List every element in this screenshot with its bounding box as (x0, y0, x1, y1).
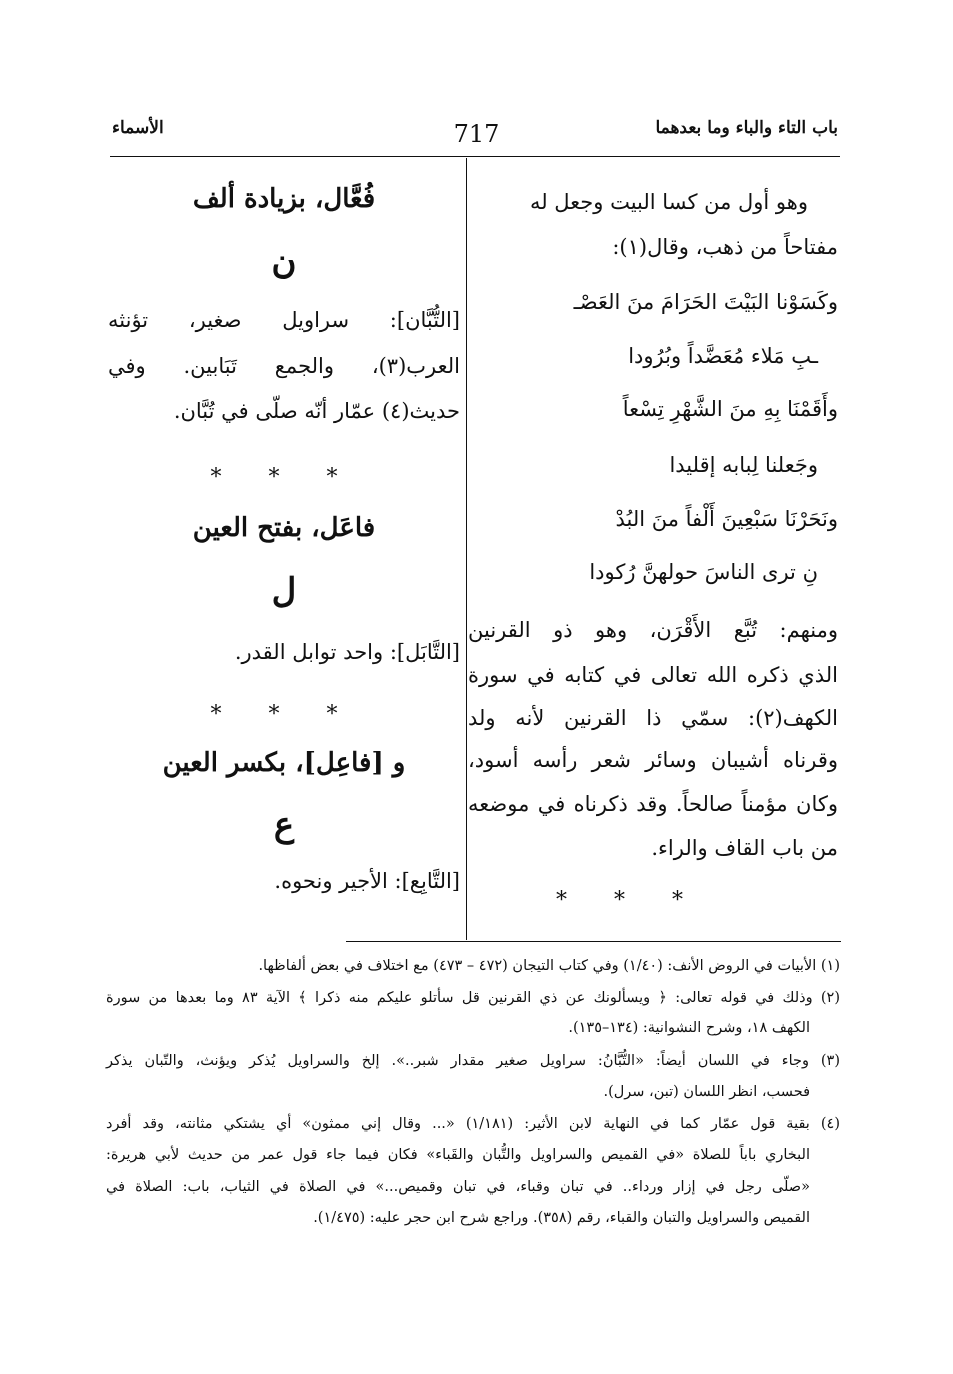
right-line-14: من باب القاف والراء. (651, 836, 838, 860)
header-rule (110, 156, 840, 157)
footnote-4-line-4: القميص والسراويل والتبان والقباء، رقم (٣٥٨). وراجع شرح ابن حجر عليه: (١/٤٧٥). (313, 1210, 810, 1226)
verse-line-2: ـبِ مَلاء مُعَضَّداً وبُرُودا (628, 344, 818, 368)
verse-line-1: وكَسَوْنا البَيْتَ الحَرَامَ منَ العَصْـ (573, 290, 838, 314)
root-letter-nun: ن (271, 242, 297, 282)
section-separator-2: * * * (210, 702, 358, 727)
section-separator-right: * * * (556, 888, 703, 913)
footnote-rule (346, 941, 841, 942)
footnote-2-line-2: الكهف ١٨، وشرح النشوانية: (١٣٤–١٣٥). (568, 1020, 810, 1036)
running-head-chapter: باب التاء والباء وما بعدهما (655, 118, 838, 138)
pattern-heading-faal: فاعَل، بفتح العين (192, 513, 376, 543)
entry-tubban-line-1: [التُّبَّان]: سراويل صغير، تؤنثه (108, 308, 460, 332)
right-line-12: وقرناه أشيبان وسائر شعر رأسه أسود، (468, 748, 838, 772)
entry-tabi: [التَّابِع]: الأجير ونحوه. (274, 869, 460, 893)
footnote-4-line-1: (٤) بقية قول عمّار كما في النهاية لابن الأثير: (١/١٨١) «... وقال إني ممثون» أي يشتكي مثانته، وقد أفرد (106, 1116, 840, 1132)
section-separator-1: * * * (210, 465, 358, 490)
right-line-10: الذي ذكره الله تعالى في كتابه في سورة (468, 663, 838, 687)
right-line-9: ومنهم: تُبَّع الأَقْرَن، وهو ذو القرنين (468, 618, 838, 642)
right-line-13: وكان مؤمناً صالحاً. وقد ذكرناه في موضعه (468, 792, 838, 816)
entry-tabal: [التَّابَل]: واحد توابل القدر. (234, 640, 460, 664)
verse-line-3: وأَقَمْنَا بِهِ منَ الشَّهْرِ تِسْعاً (622, 397, 838, 421)
footnote-4-line-3: «صلّى رجل في إزار ورداء.. في تبان وقباء، في تبان وقميص...» في الصلاة في الثياب، باب: الصلاة في (106, 1179, 810, 1195)
footnote-3-line-2: فحسب، انظر اللسان (تبن، سرل). (603, 1084, 810, 1100)
verse-line-6: نِ ترى الناسَ حولهنَّ رُكودا (589, 560, 818, 584)
footnote-1: (١) الأبيات في الروض الأنف: (١/٤٠) وفي كتاب التيجان (٤٧٢ – ٤٧٣) مع اختلاف في بعض ألفاظها. (258, 958, 840, 974)
verse-line-5: ونَحَرْنَا سَبْعِينَ أَلْفاً منَ البُدْ (615, 507, 838, 531)
page-number: 717 (453, 120, 500, 148)
entry-tubban-line-3: حديث(٤) عمّار أنّه صلّى في تُبَّان. (173, 399, 460, 423)
right-line-1: وهو أول من كسا البيت وجعل له (529, 190, 808, 214)
footnote-4-line-2: البخاري باباً للصلاة «في القميص والسراويل والتُّبان والقَباء» فكان فيما جاء قول عمر من حديث لأبي هريرة: (106, 1147, 810, 1163)
running-head-section: الأسماء (112, 118, 164, 138)
right-line-11: الكهف(٢): سمّي ذا القرنين لأنه ولد (468, 706, 838, 730)
entry-tubban-line-2: العرب(٣)، والجمع تَبَابين. وفي (108, 354, 460, 378)
right-line-2: مفتاحاً من ذهب، وقال(١): (612, 235, 838, 259)
footnote-3-line-1: (٣) وجاء في اللسان أيضاً: «التُّبَّانُ: سراويل صغير مقدار شبر..». إلخ والسراويل يُذكر ويؤنث، والتّبان يذكر (106, 1053, 840, 1069)
pattern-heading-faail: و [فاعِل]، بكسر العين (162, 748, 406, 778)
root-letter-ayn: ع (273, 805, 295, 845)
root-letter-lam: ل (271, 571, 297, 611)
pattern-heading-fuaal: فُعَّال، بزيادة ألف (192, 184, 376, 214)
verse-line-4: وجَعلنا لِبابه إقليدا (669, 453, 818, 477)
column-divider (466, 158, 467, 940)
footnote-2-line-1: (٢) وذلك في قوله تعالى: ﴿ ويسألونك عن ذي القرنين قل سأتلو عليكم منه ذكرا ﴾ الآية ٨٣ وما بعدها من سورة (106, 990, 840, 1006)
